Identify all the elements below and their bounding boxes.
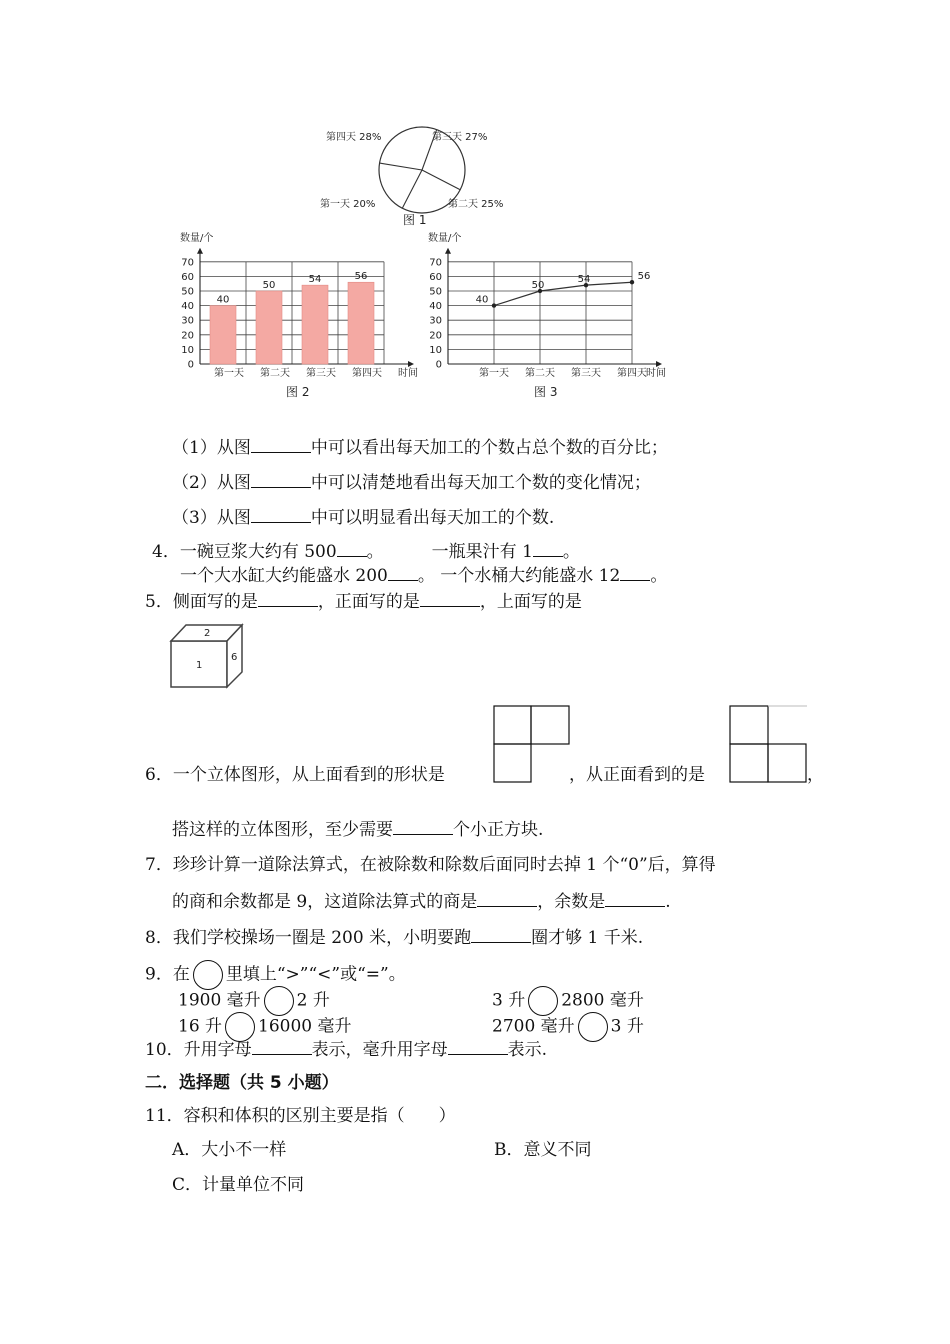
q4-text-4: 。	[562, 542, 580, 562]
answer-blank[interactable]	[477, 890, 537, 907]
series-line	[494, 282, 632, 305]
q9-r4-right: 3 升	[610, 1016, 644, 1037]
y-axis-label: 数量/个	[180, 233, 214, 244]
q8-text-2: 圈才够 1 千米.	[531, 928, 644, 948]
bar-第四天	[348, 282, 374, 364]
cube-front-number: 1	[196, 660, 203, 671]
pie-chart-figure-1	[310, 118, 540, 230]
x-tick-label: 第四天	[617, 368, 647, 379]
y-tick-label: 0	[187, 359, 194, 371]
point-value-label: 40	[475, 294, 489, 306]
q5-text-1: 5．侧面写的是	[145, 592, 258, 612]
point-value-label: 56	[637, 271, 651, 283]
line-chart-figure-3	[418, 228, 698, 404]
y-tick-label: 70	[181, 257, 194, 269]
q7-text-1: 7．珍珍计算一道除法算式，在被除数和除数后面同时去掉 1 个“0”后，算得	[145, 855, 716, 875]
x-tick-label: 第一天	[479, 368, 509, 379]
answer-blank[interactable]	[251, 506, 311, 523]
q9-r2-right: 2800 毫升	[561, 990, 644, 1011]
answer-blank[interactable]	[251, 471, 311, 488]
q9-r1-right: 2 升	[296, 990, 330, 1011]
x-tick-label: 第一天	[214, 368, 244, 379]
y-tick-label: 50	[181, 286, 194, 298]
q4-text-2: 。	[366, 542, 384, 562]
q4-text-3: 一瓶果汁有 1	[431, 542, 533, 562]
q6-text-1: 6．一个立体图形，从上面看到的形状是	[145, 765, 445, 785]
answer-blank[interactable]	[605, 890, 665, 907]
answer-blank[interactable]	[258, 590, 318, 607]
q9-text-1: 9．在	[145, 964, 190, 985]
q8-line	[145, 926, 643, 949]
y-tick-label: 40	[429, 301, 442, 313]
y-axis-arrow	[197, 248, 203, 254]
q10-text-2: 表示，毫升用字母	[311, 1040, 448, 1060]
q6-line-2	[172, 818, 543, 841]
y-tick-label: 30	[181, 315, 194, 327]
x-tick-label: 第三天	[306, 368, 336, 379]
q5-text-3: ，上面写的是	[479, 592, 582, 612]
y-tick-label: 0	[435, 359, 442, 371]
q9-text-2: 里填上“>”“<”或“=”。	[225, 964, 406, 985]
y-tick-label: 20	[181, 330, 194, 342]
y-tick-label: 70	[429, 257, 442, 269]
q3-item-1-suffix: 中可以看出每天加工的个数占总个数的百分比；	[310, 438, 668, 458]
q4-text-5: 一个大水缸大约能盛水 200	[180, 566, 388, 586]
answer-blank[interactable]	[252, 1038, 312, 1055]
q9-r2-left: 3 升	[492, 990, 526, 1011]
pie-label-day4: 第四天 28%	[326, 132, 382, 143]
y-tick-label: 60	[429, 271, 442, 283]
q6-text-4: 搭这样的立体图形，至少需要	[172, 820, 393, 840]
q3-item-3-suffix: 中可以明显看出每天加工的个数.	[310, 508, 555, 528]
q11-option-a[interactable]: A．大小不一样	[172, 1140, 287, 1160]
y-tick-label: 10	[429, 344, 442, 356]
q3-item-2-prefix: （2）从图	[172, 473, 251, 493]
q3-item-2-suffix: 中可以清楚地看出每天加工个数的变化情况；	[310, 473, 651, 493]
section-heading: 二．选择题（共 5 小题）	[145, 1073, 339, 1093]
cube-top-number: 2	[204, 628, 211, 639]
bar-value-label: 40	[216, 294, 230, 306]
q3-item-3	[172, 506, 554, 529]
q7-text-3: ，余数是	[537, 892, 606, 912]
q9-r4-left: 2700 毫升	[492, 1016, 575, 1037]
q10-line	[145, 1038, 547, 1061]
q11-option-c[interactable]: C．计量单位不同	[172, 1175, 305, 1195]
q10-text-1: 10．升用字母	[145, 1040, 252, 1060]
q6-text-2: ，从正面看到的是	[569, 765, 705, 785]
point-value-label: 54	[577, 274, 591, 286]
answer-blank[interactable]	[388, 564, 418, 581]
cube-figure	[168, 620, 248, 690]
q11-stem: 11．容积和体积的区别主要是指（ ）	[145, 1106, 456, 1126]
answer-blank[interactable]	[448, 1038, 508, 1055]
bar-value-label: 54	[308, 274, 322, 286]
point-第四天	[630, 280, 634, 284]
q11-option-b[interactable]: B．意义不同	[494, 1140, 592, 1160]
q7-text-4: .	[665, 892, 671, 912]
x-axis-arrow	[656, 361, 662, 367]
answer-blank[interactable]	[251, 436, 311, 453]
y-tick-label: 40	[181, 301, 194, 313]
answer-blank[interactable]	[471, 926, 531, 943]
x-tick-label: 第四天	[352, 368, 382, 379]
q5-line	[145, 590, 582, 613]
q4-text-7: 。	[650, 566, 668, 586]
pie-label-day1: 第一天 20%	[320, 199, 376, 210]
figure-caption: 图 3	[534, 385, 558, 399]
bar-chart-figure-2	[170, 228, 430, 404]
q4-text-6: 。 一个水桶大约能盛水 12	[417, 566, 621, 586]
q4-text-1: 4．一碗豆浆大约有 500	[152, 542, 337, 562]
q8-text-1: 8．我们学校操场一圈是 200 米，小明要跑	[145, 928, 472, 948]
q3-item-1	[172, 436, 668, 459]
q4-line-1	[152, 540, 580, 563]
pie-label-day2: 第二天 25%	[448, 199, 504, 210]
q3-item-2	[172, 471, 651, 494]
x-axis-label: 时间	[646, 368, 666, 379]
point-第一天	[492, 303, 496, 307]
y-tick-label: 50	[429, 286, 442, 298]
bar-第二天	[256, 291, 282, 364]
y-axis-label: 数量/个	[428, 233, 462, 244]
q4-line-2	[180, 564, 667, 587]
cube-side-number: 6	[231, 652, 238, 663]
q9-r1-left: 1900 毫升	[178, 990, 261, 1011]
q7-text-2: 的商和余数都是 9，这道除法算式的商是	[172, 892, 478, 912]
bar-value-label: 50	[262, 280, 276, 291]
q9-r3-right: 16000 毫升	[258, 1016, 352, 1037]
answer-blank[interactable]	[337, 540, 367, 557]
y-tick-label: 30	[429, 315, 442, 327]
answer-blank[interactable]	[420, 590, 480, 607]
answer-blank[interactable]	[533, 540, 563, 557]
q9-r3-left: 16 升	[178, 1016, 223, 1037]
point-value-label: 50	[531, 280, 545, 291]
x-tick-label: 第二天	[260, 368, 290, 379]
x-tick-label: 第三天	[571, 368, 601, 379]
y-tick-label: 20	[429, 330, 442, 342]
q7-line-1	[145, 854, 716, 876]
q3-item-1-prefix: （1）从图	[172, 438, 251, 458]
y-tick-label: 10	[181, 344, 194, 356]
figure-1-caption: 图 1	[403, 213, 427, 227]
x-axis-label: 时间	[398, 368, 418, 379]
bar-value-label: 56	[354, 271, 368, 283]
answer-blank[interactable]	[393, 818, 453, 835]
q7-line-2	[172, 890, 671, 913]
q3-item-3-prefix: （3）从图	[172, 508, 251, 528]
q6-text-3: ，	[807, 765, 824, 785]
x-tick-label: 第二天	[525, 368, 555, 379]
figure-caption: 图 2	[286, 385, 310, 399]
q6-text-5: 个小正方块.	[453, 820, 544, 840]
y-tick-label: 60	[181, 271, 194, 283]
y-axis-arrow	[445, 248, 451, 254]
q6-line-1	[145, 764, 824, 786]
q5-text-2: ，正面写的是	[317, 592, 420, 612]
pie-label-day3: 第三天 27%	[432, 132, 488, 143]
bar-第一天	[210, 306, 236, 364]
q10-text-3: 表示.	[507, 1040, 548, 1060]
compare-circle[interactable]	[578, 1012, 608, 1042]
bar-第三天	[302, 285, 328, 364]
x-axis-arrow	[408, 361, 414, 367]
answer-blank[interactable]	[620, 564, 650, 581]
